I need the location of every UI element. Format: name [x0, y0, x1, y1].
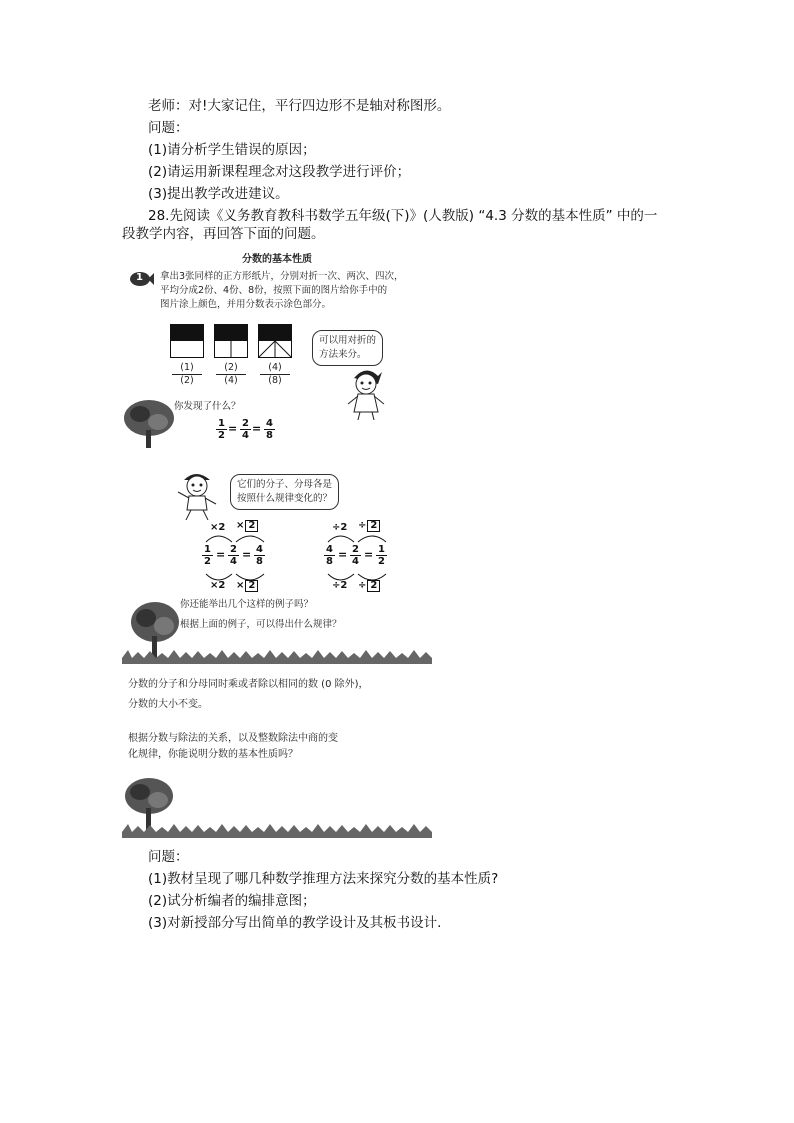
grass-divider — [122, 824, 432, 838]
question-heading: 问题： — [148, 120, 189, 136]
extension-line2: 化规律，你能说明分数的基本性质吗？ — [128, 749, 298, 760]
left-fraction-c: $\frac{4}{8}$ — [256, 544, 263, 567]
paper-label-3: (4) (8) — [260, 362, 290, 387]
question-rule: 根据上面的例子，可以得出什么规律？ — [180, 619, 342, 630]
hint-bubble-fold: 可以用对折的 方法来分。 — [312, 330, 383, 366]
problem-28-line1: 28.先阅读《义务教育教科书数学五年级(下)》(人教版) “4.3 分数的基本性质” 中的一 — [148, 208, 658, 224]
right-fraction-a: $\frac{4}{8}$ — [326, 544, 333, 567]
folded-square-halves — [170, 324, 204, 358]
fraction-4-8: $\frac{4}{8}$ — [266, 418, 273, 441]
hint-bubble-rule: 它们的分子、分母各是 按照什么规律变化的？ — [230, 474, 339, 510]
grass-divider — [122, 650, 432, 664]
extension-line1: 根据分数与除法的关系，以及整数除法中商的变 — [128, 733, 338, 744]
op-right-top-2: ÷ 2 — [358, 520, 380, 532]
op-right-bottom-1: ÷2 — [332, 580, 348, 591]
bottom-question-1: (1)教材呈现了哪几种数学推理方法来探究分数的基本性质? — [148, 871, 499, 887]
instruction-line1: 拿出3张同样的正方形纸片，分别对折一次、两次、四次， — [160, 271, 404, 282]
question-3: (3)提出教学改进建议。 — [148, 186, 289, 202]
boy-character-icon — [174, 470, 220, 520]
bottom-question-3: (3)对新授部分写出简单的教学设计及其板书设计. — [148, 915, 442, 931]
right-fraction-b: $\frac{2}{4}$ — [352, 544, 359, 567]
equals-sign: = — [364, 548, 374, 561]
equals-sign: = — [242, 548, 252, 561]
step-number: 1 — [136, 272, 143, 283]
op-right-top-1: ÷2 — [332, 522, 348, 533]
tree-icon — [122, 776, 176, 830]
rule-line2: 分数的大小不变。 — [128, 699, 208, 710]
op-left-top-2: × 2 — [236, 520, 258, 532]
instruction-line3: 图片涂上颜色，并用分数表示涂色部分。 — [160, 299, 332, 310]
questions-heading: 问题： — [148, 849, 189, 865]
left-fraction-b: $\frac{2}{4}$ — [230, 544, 237, 567]
textbook-excerpt — [122, 246, 432, 846]
instruction-line2: 平均分成2份、4份、8份，按照下面的图片给你手中的 — [160, 285, 388, 296]
teacher-line: 老师：对!大家记住，平行四边形不是轴对称图形。 — [148, 98, 451, 114]
problem-28-line2: 段教学内容，再回答下面的问题。 — [122, 226, 325, 242]
paper-label-1: (1) (2) — [172, 362, 202, 387]
equals-sign: = — [338, 548, 348, 561]
paper-label-2: (2) (4) — [216, 362, 246, 387]
right-fraction-c: $\frac{1}{2}$ — [378, 544, 385, 567]
op-left-top-1: ×2 — [210, 522, 226, 533]
equals-sign: = — [252, 422, 262, 435]
textbook-title: 分数的基本性质 — [242, 254, 312, 265]
girl-character-icon — [344, 364, 388, 420]
fraction-2-4: $\frac{2}{4}$ — [242, 418, 249, 441]
rule-line1: 分数的分子和分母同时乘或者除以相同的数 (0 除外)， — [128, 679, 369, 690]
tree-icon — [122, 398, 176, 448]
op-left-bottom-1: ×2 — [210, 580, 226, 591]
bottom-question-2: (2)试分析编者的编排意图； — [148, 893, 316, 909]
fraction-1-2: $\frac{1}{2}$ — [218, 418, 225, 441]
question-1: (1)请分析学生错误的原因； — [148, 142, 316, 158]
op-right-bottom-2: ÷ 2 — [358, 580, 380, 592]
op-left-bottom-2: × 2 — [236, 580, 258, 592]
question-examples: 你还能举出几个这样的例子吗？ — [180, 599, 314, 610]
left-fraction-a: $\frac{1}{2}$ — [204, 544, 211, 567]
folded-square-quarters — [214, 324, 248, 358]
equals-sign: = — [228, 422, 238, 435]
question-2: (2)请运用新课程理念对这段教学进行评价； — [148, 164, 411, 180]
question-discover: 你发现了什么？ — [174, 401, 241, 412]
equals-sign: = — [216, 548, 226, 561]
folded-square-eighths — [258, 324, 292, 358]
